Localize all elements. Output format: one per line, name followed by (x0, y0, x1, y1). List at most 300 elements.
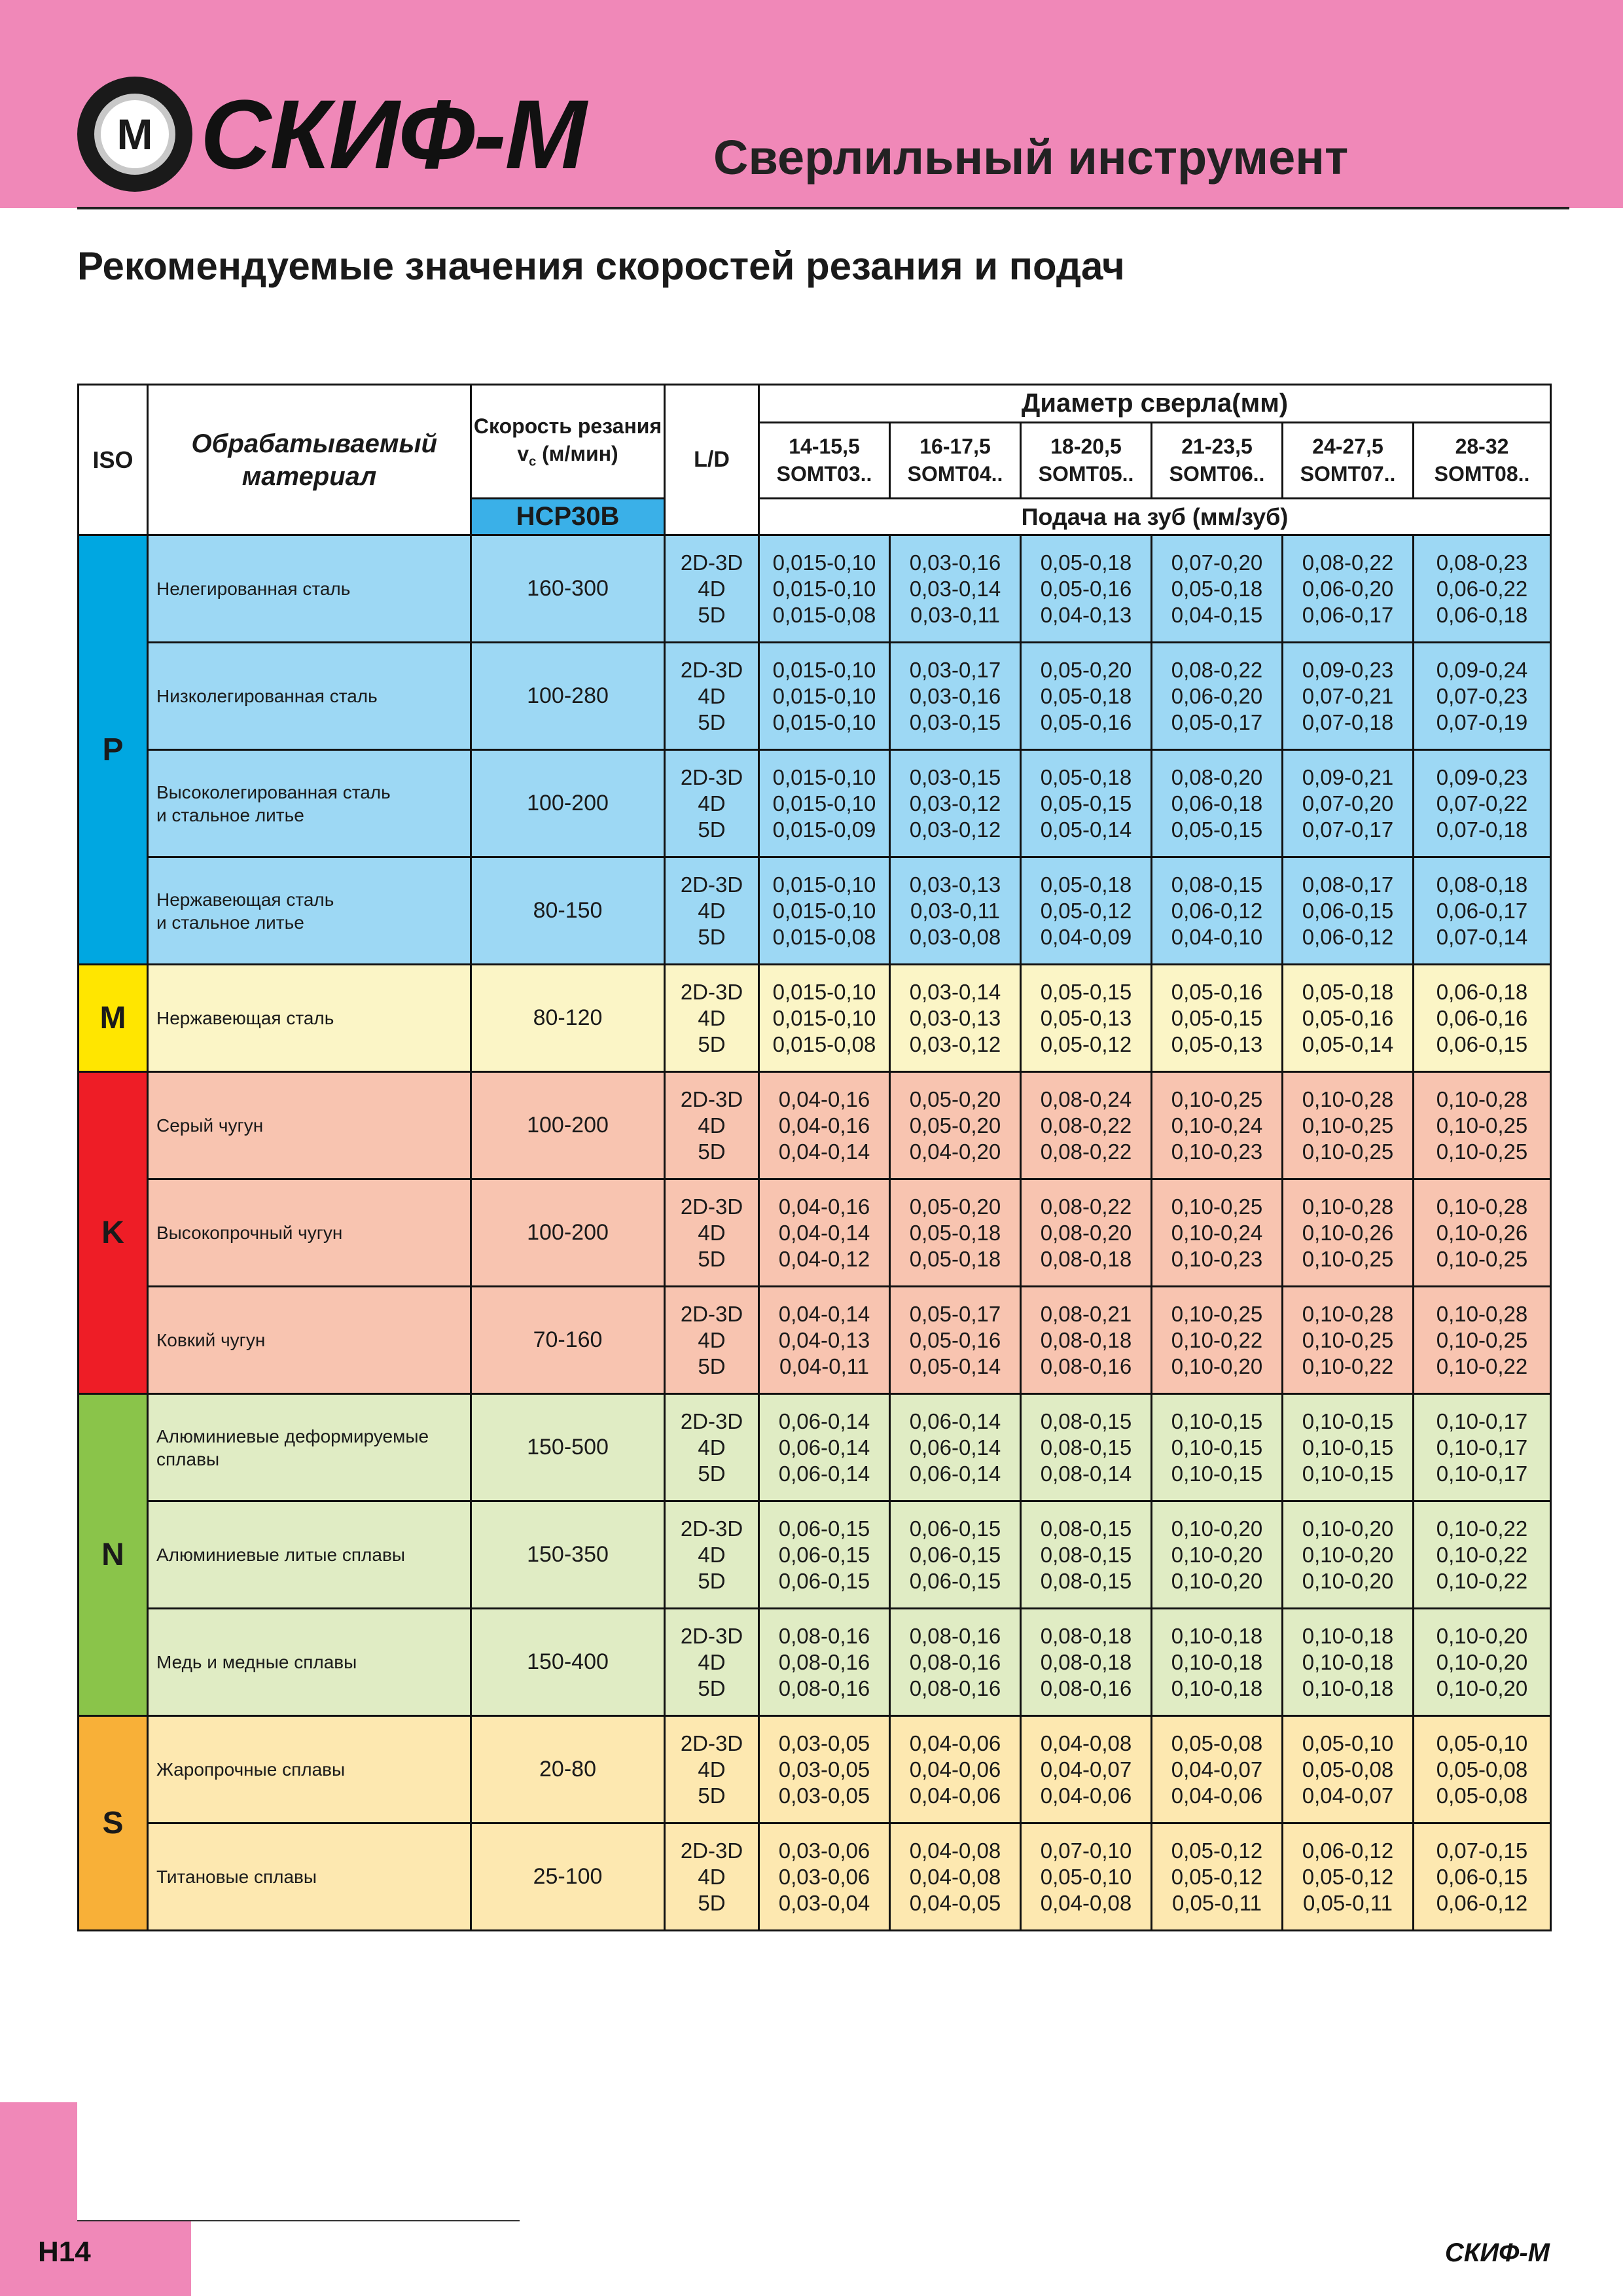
feed-value: 0,10-0,22 (1436, 1354, 1528, 1378)
feed-value: 0,04-0,09 (1040, 924, 1132, 949)
feed-value: 0,05-0,12 (1040, 1031, 1132, 1056)
ld-value: 4D (698, 1113, 726, 1138)
feed-value: 0,05-0,16 (1040, 709, 1132, 734)
feed-value: 0,07-0,18 (1302, 709, 1394, 734)
feed-value: 0,04-0,08 (909, 1864, 1001, 1889)
feed-value: 0,03-0,12 (909, 1031, 1001, 1056)
iso-header: ISO (79, 385, 148, 535)
feed-value: 0,015-0,10 (772, 898, 876, 923)
feed-cell (759, 1179, 890, 1287)
feed-cell (1152, 1501, 1283, 1609)
feed-cell (890, 1179, 1021, 1287)
ld-cell (665, 1716, 759, 1823)
feed-value: 0,10-0,28 (1302, 1194, 1394, 1219)
feed-value: 0,05-0,10 (1436, 1731, 1528, 1755)
feed-value: 0,015-0,08 (772, 1031, 876, 1056)
feed-value: 0,08-0,16 (778, 1623, 870, 1648)
diameter-column-header (1152, 423, 1283, 499)
material-header (148, 385, 471, 535)
feed-value: 0,05-0,18 (1040, 683, 1132, 708)
feed-value: 0,05-0,20 (909, 1113, 1001, 1138)
ld-cell (665, 1823, 759, 1931)
feed-value: 0,03-0,11 (910, 602, 1000, 627)
feed-cell (1283, 1716, 1414, 1823)
feed-cell (759, 1823, 890, 1931)
feed-cell (1414, 965, 1551, 1072)
ld-value: 4D (698, 1542, 726, 1567)
feed-value: 0,10-0,18 (1171, 1676, 1263, 1700)
iso-group-m: M (79, 965, 148, 1072)
feed-value: 0,03-0,13 (909, 1005, 1001, 1030)
feed-value: 0,10-0,25 (1302, 1246, 1394, 1271)
feed-value: 0,10-0,15 (1171, 1461, 1263, 1486)
feed-value: 0,06-0,14 (778, 1461, 870, 1486)
feed-cell (1414, 857, 1551, 965)
feed-value: 0,05-0,10 (1040, 1864, 1132, 1889)
feed-cell (1021, 857, 1152, 965)
feed-value: 0,05-0,18 (1302, 979, 1394, 1004)
feed-cell (1414, 643, 1551, 750)
ld-value: 2D-3D (680, 1194, 743, 1219)
feed-value: 0,08-0,18 (1040, 1623, 1132, 1648)
material-cell (148, 535, 471, 643)
diameter-range: 28-32 (1455, 434, 1509, 458)
feed-value: 0,06-0,14 (909, 1408, 1001, 1433)
feed-value: 0,10-0,20 (1302, 1568, 1394, 1593)
table-row (79, 1716, 1551, 1823)
feed-value: 0,07-0,20 (1171, 550, 1263, 575)
feed-value: 0,04-0,14 (778, 1301, 870, 1326)
feed-value: 0,015-0,10 (772, 657, 876, 682)
speed-header-line2 (472, 440, 664, 470)
feed-cell (1283, 535, 1414, 643)
feed-value: 0,05-0,08 (1171, 1731, 1263, 1755)
feed-value: 0,05-0,20 (909, 1194, 1001, 1219)
iso-group-s: S (79, 1716, 148, 1931)
diameter-range: 24-27,5 (1312, 434, 1383, 458)
feed-value: 0,10-0,22 (1302, 1354, 1394, 1378)
diameter-column-header (1283, 423, 1414, 499)
feed-cell (1021, 750, 1152, 857)
feed-value: 0,04-0,06 (909, 1783, 1001, 1808)
feed-cell (1152, 1072, 1283, 1179)
feed-value: 0,09-0,24 (1436, 657, 1528, 682)
table-row (79, 1609, 1551, 1716)
diameter-header: Диаметр сверла(мм) (759, 385, 1551, 423)
feed-value: 0,09-0,23 (1436, 764, 1528, 789)
feed-cell (890, 1501, 1021, 1609)
iso-group-k: K (79, 1072, 148, 1394)
feed-value: 0,04-0,20 (909, 1139, 1001, 1164)
ld-cell (665, 535, 759, 643)
feed-value: 0,07-0,15 (1436, 1838, 1528, 1863)
ld-value: 2D-3D (680, 1408, 743, 1433)
feed-value: 0,08-0,15 (1171, 872, 1263, 897)
feed-value: 0,09-0,21 (1302, 764, 1394, 789)
feed-value: 0,05-0,08 (1436, 1783, 1528, 1808)
feed-value: 0,10-0,18 (1302, 1623, 1394, 1648)
feed-value: 0,08-0,16 (778, 1676, 870, 1700)
feed-cell (890, 750, 1021, 857)
feed-cell (890, 965, 1021, 1072)
feed-value: 0,04-0,11 (779, 1354, 869, 1378)
ld-value: 5D (698, 924, 726, 949)
feed-value: 0,03-0,11 (910, 898, 1000, 923)
feed-value: 0,10-0,22 (1436, 1516, 1528, 1541)
feed-cell (759, 643, 890, 750)
feed-cell (759, 1287, 890, 1394)
feed-value: 0,06-0,14 (909, 1435, 1001, 1460)
feed-value: 0,08-0,22 (1302, 550, 1394, 575)
feed-value: 0,05-0,17 (909, 1301, 1001, 1326)
iso-group-n: N (79, 1394, 148, 1716)
feed-value: 0,10-0,28 (1436, 1086, 1528, 1111)
feed-value: 0,015-0,10 (772, 683, 876, 708)
feed-value: 0,06-0,14 (778, 1435, 870, 1460)
feed-value: 0,015-0,10 (772, 1005, 876, 1030)
feed-value: 0,08-0,15 (1040, 1542, 1132, 1567)
feed-value: 0,08-0,22 (1171, 657, 1263, 682)
speed-cell: 100-280 (471, 643, 665, 750)
feed-cell (1152, 1823, 1283, 1931)
feed-cell (1152, 965, 1283, 1072)
grade-header: HCP30B (471, 499, 665, 535)
feed-cell (1414, 1609, 1551, 1716)
diameter-column-header (1414, 423, 1551, 499)
insert-type: SOMT08.. (1434, 461, 1530, 486)
company-logo (77, 72, 601, 196)
feed-value: 0,03-0,16 (909, 550, 1001, 575)
material-name: Алюминиевые деформируемые (156, 1426, 429, 1446)
feed-cell (890, 1394, 1021, 1501)
feed-value: 0,10-0,17 (1436, 1435, 1528, 1460)
footer-divider (77, 2220, 520, 2221)
ld-value: 5D (698, 1354, 726, 1378)
ld-value: 2D-3D (680, 550, 743, 575)
feed-value: 0,08-0,22 (1040, 1194, 1132, 1219)
feed-value: 0,08-0,16 (909, 1676, 1001, 1700)
feed-cell (1021, 1287, 1152, 1394)
feed-value: 0,05-0,16 (1040, 576, 1132, 601)
feed-value: 0,05-0,18 (1040, 872, 1132, 897)
feed-value: 0,05-0,15 (1040, 791, 1132, 816)
feed-value: 0,06-0,12 (1302, 924, 1394, 949)
feed-value: 0,06-0,15 (1436, 1864, 1528, 1889)
feed-value: 0,10-0,22 (1171, 1327, 1263, 1352)
feed-value: 0,06-0,12 (1436, 1890, 1528, 1915)
feed-value: 0,03-0,17 (909, 657, 1001, 682)
feed-value: 0,08-0,23 (1436, 550, 1528, 575)
feed-cell (759, 535, 890, 643)
feed-value: 0,10-0,26 (1302, 1220, 1394, 1245)
material-cell (148, 1501, 471, 1609)
feed-cell (1414, 1823, 1551, 1931)
feed-cell (759, 857, 890, 965)
feed-value: 0,09-0,23 (1302, 657, 1394, 682)
feed-value: 0,10-0,25 (1436, 1113, 1528, 1138)
feed-value: 0,05-0,13 (1171, 1031, 1263, 1056)
feed-cell (759, 1501, 890, 1609)
material-name: сплавы (156, 1448, 220, 1469)
table-row (79, 965, 1551, 1072)
feed-value: 0,07-0,17 (1302, 817, 1394, 842)
feed-cell (1414, 1394, 1551, 1501)
feed-value: 0,10-0,20 (1436, 1623, 1528, 1648)
feed-value: 0,08-0,20 (1171, 764, 1263, 789)
feed-value: 0,05-0,18 (1171, 576, 1263, 601)
feed-value: 0,10-0,23 (1171, 1246, 1263, 1271)
feed-value: 0,07-0,21 (1302, 683, 1394, 708)
speed-unit: (м/мин) (536, 441, 618, 465)
table-row (79, 1501, 1551, 1609)
ld-value: 2D-3D (680, 1731, 743, 1755)
feed-value: 0,10-0,20 (1171, 1542, 1263, 1567)
feed-value: 0,05-0,12 (1302, 1864, 1394, 1889)
feed-value: 0,10-0,18 (1171, 1623, 1263, 1648)
feed-cell (1414, 1501, 1551, 1609)
feed-cell (1414, 750, 1551, 857)
feed-value: 0,05-0,15 (1171, 1005, 1263, 1030)
feed-value: 0,015-0,10 (772, 576, 876, 601)
feed-value: 0,10-0,20 (1171, 1354, 1263, 1378)
feed-value: 0,10-0,17 (1436, 1408, 1528, 1433)
ld-value: 2D-3D (680, 1516, 743, 1541)
feed-value: 0,04-0,12 (778, 1246, 870, 1271)
feed-value: 0,03-0,08 (909, 924, 1001, 949)
feed-value: 0,07-0,22 (1436, 791, 1528, 816)
feed-value: 0,10-0,24 (1171, 1220, 1263, 1245)
feed-value: 0,08-0,17 (1302, 872, 1394, 897)
feed-value: 0,04-0,08 (909, 1838, 1001, 1863)
feed-value: 0,08-0,15 (1040, 1435, 1132, 1460)
insert-type: SOMT05.. (1038, 461, 1134, 486)
ld-value: 4D (698, 576, 726, 601)
feed-value: 0,05-0,16 (1171, 979, 1263, 1004)
feed-value: 0,05-0,12 (1171, 1838, 1263, 1863)
feed-value: 0,08-0,16 (1040, 1354, 1132, 1378)
feed-value: 0,04-0,07 (1302, 1783, 1394, 1808)
speed-cell: 100-200 (471, 1179, 665, 1287)
feed-value: 0,08-0,22 (1040, 1139, 1132, 1164)
ld-value: 4D (698, 791, 726, 816)
feed-value: 0,05-0,14 (909, 1354, 1001, 1378)
feed-cell (1283, 643, 1414, 750)
feed-value: 0,03-0,05 (778, 1731, 870, 1755)
feed-cell (1283, 1823, 1414, 1931)
feed-value: 0,015-0,10 (772, 550, 876, 575)
feed-cell (1152, 643, 1283, 750)
feed-value: 0,08-0,22 (1040, 1113, 1132, 1138)
feed-value: 0,03-0,15 (909, 709, 1001, 734)
feed-value: 0,05-0,20 (1040, 657, 1132, 682)
feed-value: 0,015-0,10 (772, 979, 876, 1004)
page-title: Рекомендуемые значения скоростей резания и подач (77, 244, 1125, 288)
material-cell (148, 1287, 471, 1394)
feed-value: 0,05-0,12 (1171, 1864, 1263, 1889)
header-divider (77, 207, 1569, 209)
feed-value: 0,10-0,25 (1171, 1194, 1263, 1219)
material-name: Ковкий чугун (156, 1330, 266, 1350)
logo-emblem-icon (77, 77, 192, 192)
material-name: Нержавеющая сталь (156, 1008, 334, 1028)
feed-cell (1283, 1609, 1414, 1716)
feed-cell (1152, 1716, 1283, 1823)
feed-value: 0,10-0,20 (1302, 1542, 1394, 1567)
ld-value: 5D (698, 709, 726, 734)
table-row (79, 643, 1551, 750)
feed-value: 0,10-0,22 (1436, 1568, 1528, 1593)
feed-cell (1021, 1072, 1152, 1179)
feed-value: 0,06-0,18 (1171, 791, 1263, 816)
feed-value: 0,10-0,20 (1171, 1516, 1263, 1541)
feed-value: 0,04-0,16 (778, 1113, 870, 1138)
logo-text: СКИФ-М (200, 79, 586, 189)
feed-value: 0,04-0,16 (778, 1194, 870, 1219)
feed-value: 0,08-0,18 (1436, 872, 1528, 897)
feed-value: 0,06-0,16 (1436, 1005, 1528, 1030)
feed-value: 0,08-0,18 (1040, 1246, 1132, 1271)
feed-value: 0,08-0,24 (1040, 1086, 1132, 1111)
feed-value: 0,10-0,25 (1171, 1301, 1263, 1326)
ld-cell (665, 1609, 759, 1716)
feed-value: 0,08-0,14 (1040, 1461, 1132, 1486)
feed-value: 0,10-0,25 (1436, 1246, 1528, 1271)
feed-value: 0,08-0,16 (909, 1649, 1001, 1674)
ld-value: 5D (698, 1031, 726, 1056)
feed-cell (1414, 1287, 1551, 1394)
feed-value: 0,04-0,06 (1171, 1783, 1263, 1808)
speed-cell: 80-150 (471, 857, 665, 965)
feed-cell (1021, 535, 1152, 643)
material-cell (148, 1716, 471, 1823)
feed-value: 0,015-0,09 (772, 817, 876, 842)
feed-value: 0,04-0,06 (909, 1731, 1001, 1755)
feed-value: 0,06-0,15 (778, 1516, 870, 1541)
ld-value: 5D (698, 1568, 726, 1593)
speed-cell: 160-300 (471, 535, 665, 643)
feed-value: 0,015-0,08 (772, 602, 876, 627)
feed-value: 0,10-0,23 (1171, 1139, 1263, 1164)
feed-value: 0,05-0,17 (1171, 709, 1263, 734)
speed-header (471, 385, 665, 499)
feed-value: 0,05-0,11 (1172, 1890, 1262, 1915)
feed-value: 0,06-0,15 (778, 1542, 870, 1567)
feed-value: 0,03-0,16 (909, 683, 1001, 708)
material-name: и стальное литье (156, 912, 304, 933)
feed-value: 0,06-0,20 (1171, 683, 1263, 708)
speed-cell: 70-160 (471, 1287, 665, 1394)
table-row (79, 1179, 1551, 1287)
table-row (79, 750, 1551, 857)
feed-value: 0,015-0,10 (772, 709, 876, 734)
speed-cell: 150-500 (471, 1394, 665, 1501)
speed-cell: 20-80 (471, 1716, 665, 1823)
insert-type: SOMT06.. (1169, 461, 1265, 486)
table-row (79, 1287, 1551, 1394)
feed-value: 0,04-0,16 (778, 1086, 870, 1111)
feed-value: 0,03-0,05 (778, 1757, 870, 1782)
feed-value: 0,08-0,15 (1040, 1408, 1132, 1433)
feed-value: 0,03-0,06 (778, 1864, 870, 1889)
feed-value: 0,10-0,25 (1302, 1139, 1394, 1164)
feed-cell (1152, 1609, 1283, 1716)
material-name: Нержавеющая сталь (156, 889, 334, 910)
feed-value: 0,10-0,28 (1436, 1301, 1528, 1326)
feed-value: 0,08-0,21 (1040, 1301, 1132, 1326)
feed-cell (759, 1072, 890, 1179)
feed-cell (759, 1716, 890, 1823)
material-cell (148, 1394, 471, 1501)
speed-cell: 100-200 (471, 1072, 665, 1179)
material-name: Титановые сплавы (156, 1867, 317, 1887)
feed-value: 0,05-0,08 (1436, 1757, 1528, 1782)
feed-value: 0,015-0,08 (772, 924, 876, 949)
feed-value: 0,05-0,11 (1303, 1890, 1393, 1915)
feed-cell (890, 1072, 1021, 1179)
speed-cell: 150-400 (471, 1609, 665, 1716)
material-name: Низколегированная сталь (156, 686, 378, 706)
feed-cell (1283, 857, 1414, 965)
feed-value: 0,03-0,12 (909, 791, 1001, 816)
material-header-text: Обрабатываемый материал (191, 429, 438, 491)
material-name: и стальное литье (156, 804, 304, 825)
feed-value: 0,06-0,18 (1436, 602, 1528, 627)
feed-value: 0,015-0,10 (772, 764, 876, 789)
material-name: Алюминиевые литые сплавы (156, 1545, 405, 1565)
feed-value: 0,05-0,12 (1040, 898, 1132, 923)
feed-value: 0,06-0,15 (909, 1542, 1001, 1567)
ld-value: 5D (698, 1246, 726, 1271)
feed-value: 0,05-0,14 (1040, 817, 1132, 842)
feed-cell (1021, 1823, 1152, 1931)
logo-letter: М (94, 94, 175, 175)
ld-value: 4D (698, 1327, 726, 1352)
feed-value: 0,04-0,07 (1040, 1757, 1132, 1782)
feed-value: 0,04-0,13 (1040, 602, 1132, 627)
feed-header: Подача на зуб (мм/зуб) (759, 499, 1551, 535)
material-name: Нелегированная сталь (156, 579, 351, 599)
iso-group-p: P (79, 535, 148, 965)
material-cell (148, 965, 471, 1072)
ld-cell (665, 1394, 759, 1501)
feed-cell (1283, 1179, 1414, 1287)
feed-cell (890, 1823, 1021, 1931)
feed-value: 0,04-0,08 (1040, 1890, 1132, 1915)
ld-value: 5D (698, 1783, 726, 1808)
feed-cell (759, 1394, 890, 1501)
feed-value: 0,10-0,18 (1302, 1649, 1394, 1674)
ld-value: 5D (698, 1890, 726, 1915)
feed-value: 0,10-0,15 (1302, 1461, 1394, 1486)
feed-cell (1414, 535, 1551, 643)
material-name: Высоколегированная сталь (156, 781, 391, 802)
section-title: Сверлильный инструмент (713, 130, 1349, 185)
table-row (79, 1823, 1551, 1931)
feed-value: 0,10-0,28 (1302, 1301, 1394, 1326)
feed-value: 0,08-0,15 (1040, 1568, 1132, 1593)
feed-cell (759, 1609, 890, 1716)
feed-cell (1283, 965, 1414, 1072)
feed-value: 0,04-0,06 (1040, 1783, 1132, 1808)
feed-cell (1283, 1072, 1414, 1179)
ld-header: L/D (665, 385, 759, 535)
diameter-column-header (759, 423, 890, 499)
feed-value: 0,10-0,28 (1302, 1086, 1394, 1111)
insert-type: SOMT07.. (1300, 461, 1396, 486)
feed-value: 0,10-0,20 (1302, 1516, 1394, 1541)
feed-cell (1414, 1179, 1551, 1287)
ld-value: 2D-3D (680, 1838, 743, 1863)
